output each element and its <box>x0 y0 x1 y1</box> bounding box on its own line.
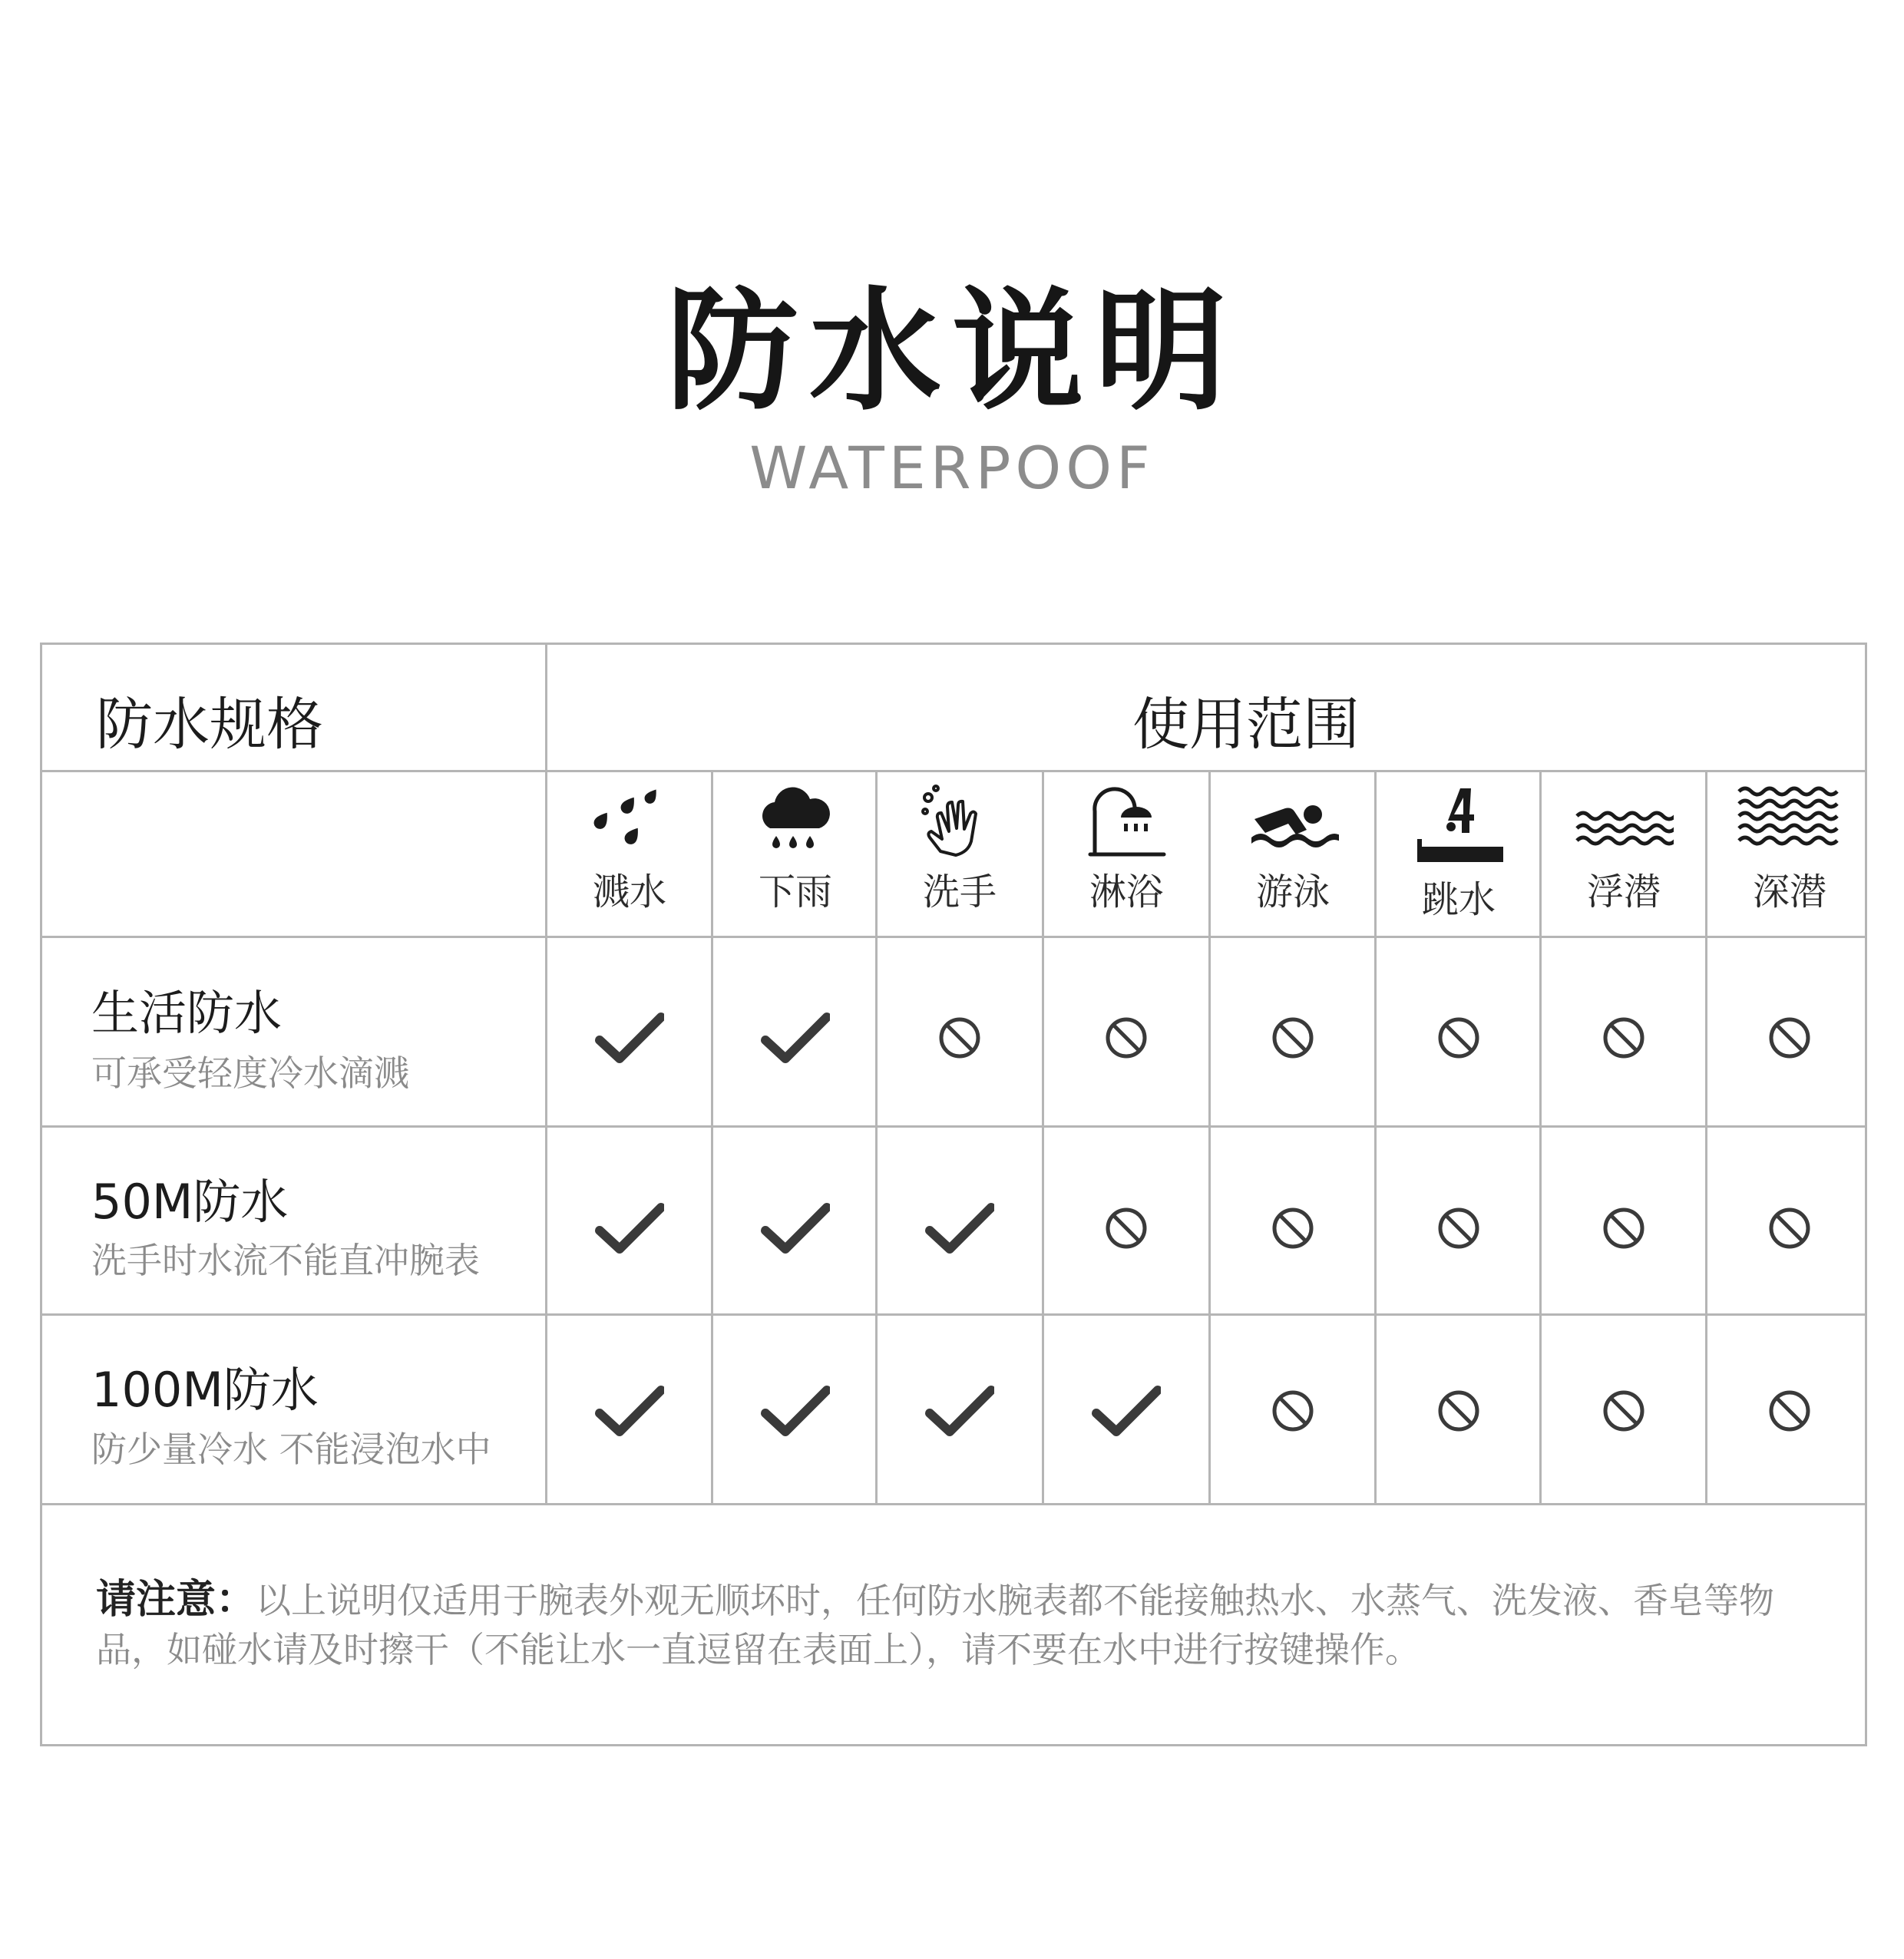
checkmark-shape <box>761 1384 830 1438</box>
check-icon <box>713 1201 878 1258</box>
waterproof-table <box>40 643 1867 1746</box>
activity-label: 深潜 <box>1752 870 1826 913</box>
row-title: 100M防水 <box>91 1362 319 1418</box>
note-text: 以上说明仅适用于腕表外观无顺坏时，任何防水腕表都不能接触热水、水蒸气、洗发液、香皂等物品，如碰水请及时擦干（不能让水一直逗留在表面上），请不要在水中进行按键操作。 <box>96 1580 1775 1670</box>
page-title: 防水说明 <box>666 274 1238 428</box>
activity-label: 洗手 <box>922 870 997 913</box>
prohibited-icon <box>1542 1205 1706 1254</box>
activity-swim <box>1211 771 1375 933</box>
prohibited-shape <box>1767 1015 1813 1061</box>
activity-label: 浮潜 <box>1586 870 1661 913</box>
checkmark-shape <box>925 1384 994 1438</box>
prohibited-icon <box>1377 1205 1541 1254</box>
prohibited-icon <box>1707 1388 1872 1437</box>
prohibited-icon <box>1377 1388 1541 1437</box>
row-title: 生活防水 <box>91 985 283 1041</box>
prohibited-shape <box>1103 1205 1149 1251</box>
prohibited-icon <box>1542 1388 1706 1437</box>
note-label: 请注意： <box>96 1577 256 1623</box>
checkmark-shape <box>761 1011 830 1065</box>
prohibited-icon <box>1377 1015 1541 1064</box>
prohibited-shape <box>1436 1015 1482 1061</box>
prohibited-icon <box>1211 1388 1375 1437</box>
row-desc: 防少量冷水 不能浸泡水中 <box>91 1429 491 1470</box>
prohibited-shape <box>1270 1015 1316 1061</box>
header-usage-range: 使用范围 <box>1132 692 1360 758</box>
prohibited-icon <box>1044 1205 1208 1254</box>
check-icon <box>1044 1384 1208 1441</box>
activity-label: 淋浴 <box>1089 870 1163 913</box>
rain-cloud-icon <box>753 781 838 857</box>
prohibited-icon <box>1211 1205 1375 1254</box>
header-spec: 防水规格 <box>96 692 323 758</box>
prohibited-shape <box>1436 1388 1482 1434</box>
prohibited-shape <box>1436 1205 1482 1251</box>
prohibited-shape <box>1601 1388 1647 1434</box>
activity-label: 溅水 <box>592 870 666 913</box>
activity-label: 跳水 <box>1421 878 1496 921</box>
checkmark-shape <box>595 1011 664 1065</box>
diving-icon <box>1413 781 1505 865</box>
deep-dive-waves-icon <box>1736 781 1843 857</box>
splash-drops-icon <box>587 781 672 857</box>
prohibited-shape <box>1270 1205 1316 1251</box>
check-icon <box>878 1201 1042 1258</box>
check-icon <box>547 1201 712 1258</box>
table-divider <box>42 1125 1865 1128</box>
row-desc: 洗手时水流不能直冲腕表 <box>91 1240 480 1281</box>
prohibited-shape <box>1601 1015 1647 1061</box>
prohibited-icon <box>878 1015 1042 1064</box>
prohibited-icon <box>1707 1205 1872 1254</box>
prohibited-shape <box>937 1015 983 1061</box>
activity-handwash <box>878 771 1042 933</box>
prohibited-shape <box>1767 1205 1813 1251</box>
check-icon <box>547 1384 712 1441</box>
prohibited-shape <box>1103 1015 1149 1061</box>
prohibited-icon <box>1542 1015 1706 1064</box>
prohibited-shape <box>1767 1388 1813 1434</box>
check-icon <box>878 1384 1042 1441</box>
prohibited-icon <box>1707 1015 1872 1064</box>
activity-shower <box>1044 771 1208 933</box>
prohibited-shape <box>1601 1205 1647 1251</box>
row-title: 50M防水 <box>91 1174 289 1230</box>
activity-label: 下雨 <box>758 870 832 913</box>
page-subtitle: WATERPOOF <box>749 434 1155 502</box>
activity-dive <box>1377 771 1541 933</box>
prohibited-icon <box>1211 1015 1375 1064</box>
prohibited-icon <box>1044 1015 1208 1064</box>
activity-rain <box>713 771 878 933</box>
activity-splash <box>547 771 712 933</box>
note-paragraph <box>96 1575 1831 1674</box>
hand-wash-icon <box>917 781 1002 857</box>
activity-label: 游泳 <box>1255 870 1330 913</box>
checkmark-shape <box>595 1201 664 1255</box>
checkmark-shape <box>925 1201 994 1255</box>
swimmer-icon <box>1247 781 1339 857</box>
table-divider <box>42 936 1865 938</box>
snorkel-waves-icon <box>1574 781 1674 857</box>
row-desc: 可承受轻度冷水滴溅 <box>91 1052 409 1094</box>
activity-snorkel <box>1542 771 1706 933</box>
checkmark-shape <box>595 1384 664 1438</box>
checkmark-shape <box>1092 1384 1161 1438</box>
table-divider <box>42 1313 1865 1316</box>
check-icon <box>713 1384 878 1441</box>
prohibited-shape <box>1270 1388 1316 1434</box>
table-divider <box>42 1503 1865 1505</box>
shower-icon <box>1084 781 1169 857</box>
activity-deepdive <box>1707 771 1872 933</box>
check-icon <box>547 1011 712 1068</box>
checkmark-shape <box>761 1201 830 1255</box>
check-icon <box>713 1011 878 1068</box>
